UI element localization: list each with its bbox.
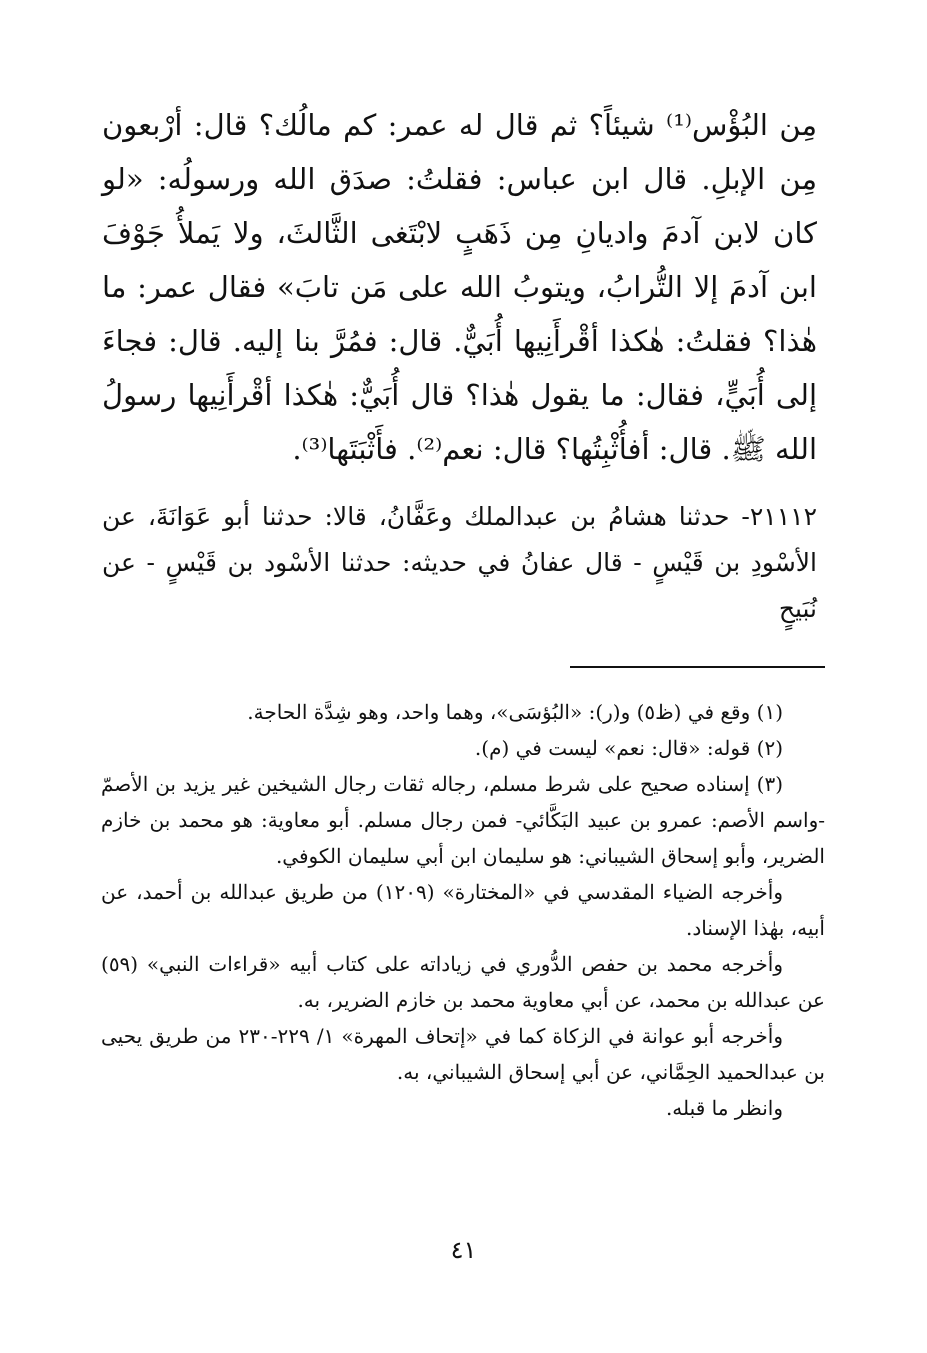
footnote-2: (٢) قوله: «قال: نعم» ليست في (م). (474, 736, 783, 760)
page-number: ٤١ (450, 1236, 477, 1264)
footnote-3-continuation: وأخرجه محمد بن حفص الدُّوري في زياداته على كتاب أبيه «قراءات النبي» (٥٩) عن عبدالله بن محمد، عن أبي معاوية محمد بن خازم الضرير، به. (101, 952, 825, 1012)
footnote-3-continuation: وانظر ما قبله. (665, 1096, 783, 1120)
hadith-isnad-paragraph: ٢١١١٢- حدثنا هشامُ بن عبدالملك وعَفَّانُ، قالا: حدثنا أبو عَوَانَةَ، عن الأسْودِ بن قَيْسٍ - قال عفانُ في حديثه: حدثنا الأسْود بن قَيْسٍ - عن نُبَيحٍ (102, 502, 817, 623)
footnote-3: (٣) إسناده صحيح على شرط مسلم، رجاله ثقات رجال الشيخين غير يزيد بن الأصمّ -واسم الأصم: عمرو بن عبيد البَكَّائي- فمن رجال مسلم. أبو معاوية: هو محمد بن خازم الضرير، وأبو إسحاق الشيباني: هو سليمان ابن أبي سليمان الكوفي. (101, 772, 825, 868)
footnote-1: (١) وقع في (ظ٥) و(ر): «البُؤسَى»، وهما واحد، وهو شِدَّة الحاجة. (247, 700, 783, 724)
main-text (102, 98, 817, 632)
footnote-separator (570, 666, 825, 668)
footnote-3-continuation: وأخرجه أبو عوانة في الزكاة كما في «إتحاف المهرة» ١/ ٢٢٩-٢٣٠ من طريق يحيى بن عبدالحميد الحِمَّاني، عن أبي إسحاق الشيباني، به. (101, 1024, 825, 1084)
footnotes (101, 694, 825, 1126)
hadith-text-paragraph: مِن البُؤْس⁽¹⁾ شيئاً؟ ثم قال له عمر: كم مالُك؟ قال: أرْبعون مِن الإبلِ. قال ابن عباس: فقلتُ: صدَق الله ورسولُه: «لو كان لابن آدمَ واديانِ مِن ذَهَبٍ لابْتَغى الثَّالثَ، ولا يَملأُ جَوْفَ ابن آدمَ إلا التُّرابُ، ويتوبُ الله على مَن تابَ» فقال عمر: ما هٰذا؟ فقلتُ: هٰكذا أقْرأَنِيها أُبَيٌّ. قال: فمُرَّ بنا إليه. قال: فجاءَ إلى أُبَيٍّ، فقال: ما يقول هٰذا؟ قال أُبَيٌّ: هٰكذا أقْرأَنِيها رسولُ الله ﷺ. قال: أفأُثْبِتُها؟ قال: نعم⁽²⁾. فأَثْبَتَها⁽³⁾. (102, 108, 817, 466)
footnote-3-continuation: وأخرجه الضياء المقدسي في «المختارة» (١٢٠٩) من طريق عبدالله بن أحمد، عن أبيه، بهٰذا الإسناد. (101, 880, 825, 940)
